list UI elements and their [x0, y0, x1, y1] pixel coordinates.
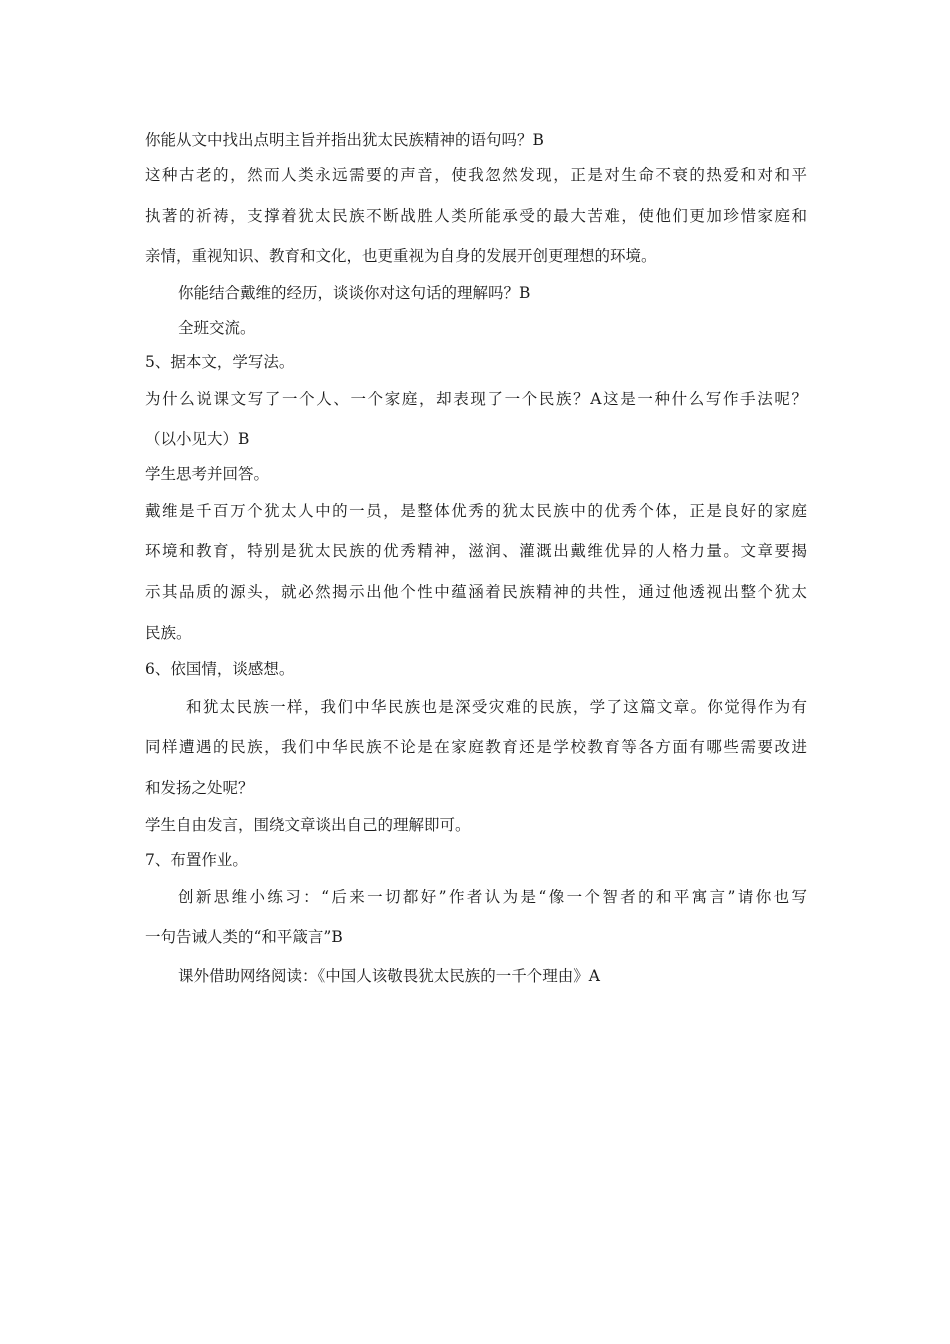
answer-writing-method: （以小见大）B: [145, 430, 250, 448]
section-heading-6: 6、依国情，谈感想。: [145, 660, 295, 678]
student-answer-note: 学生思考并回答。: [145, 465, 270, 483]
reflection-line-3: 和发扬之处呢？: [145, 779, 254, 797]
analysis-line-2: 环境和教育，特别是犹太民族的优秀精神，滋润、灌溉出戴维优异的人格力量。文章要揭: [145, 542, 807, 560]
analysis-line-4: 民族。: [145, 624, 192, 642]
question-understanding: 你能结合戴维的经历，谈谈你对这句话的理解吗？B: [178, 284, 531, 302]
quote-line-3: 亲情，重视知识、教育和文化，也更重视为自身的发展开创更理想的环境。: [145, 247, 657, 265]
reflection-line-1: 和犹太民族一样，我们中华民族也是深受灾难的民族，学了这篇文章。你觉得作为有: [186, 698, 807, 716]
quote-line-2: 执著的祈祷，支撑着犹太民族不断战胜人类所能承受的最大苦难，使他们更加珍惜家庭和: [145, 207, 807, 225]
quote-line-1: 这种古老的，然而人类永远需要的声音，使我忽然发现，正是对生命不衰的热爱和对和平: [145, 166, 807, 184]
extra-reading: 课外借助网络阅读：《中国人该敬畏犹太民族的一千个理由》A: [178, 967, 600, 985]
student-speech-note: 学生自由发言，围绕文章谈出自己的理解即可。: [145, 816, 471, 834]
reflection-line-2: 同样遭遇的民族，我们中华民族不论是在家庭教育还是学校教育等各方面有哪些需要改进: [145, 738, 807, 756]
homework-line-2: 一句告诫人类的“和平箴言”B: [145, 928, 343, 946]
analysis-line-1: 戴维是千百万个犹太人中的一员，是整体优秀的犹太民族中的优秀个体，正是良好的家庭: [145, 502, 807, 520]
question-main-idea: 你能从文中找出点明主旨并指出犹太民族精神的语句吗？B: [145, 131, 544, 149]
homework-line-1: 创新思维小练习：“后来一切都好”作者认为是“像一个智者的和平寓言”请你也写: [178, 888, 807, 906]
class-discussion: 全班交流。: [178, 319, 256, 337]
section-heading-5: 5、据本文，学写法。: [145, 353, 295, 371]
analysis-line-3: 示其品质的源头，就必然揭示出他个性中蕴涵着民族精神的共性，通过他透视出整个犹太: [145, 583, 807, 601]
section-heading-7: 7、布置作业。: [145, 851, 248, 869]
question-writing-method: 为什么说课文写了一个人、一个家庭，却表现了一个民族？A这是一种什么写作手法呢？: [145, 390, 807, 408]
